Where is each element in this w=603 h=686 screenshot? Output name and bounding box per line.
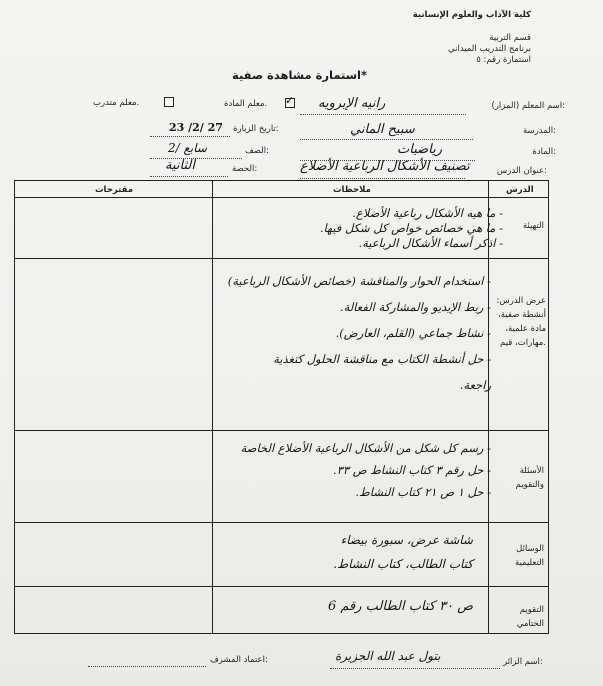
department-name: قسم التربية [489,33,531,43]
visitor-signature: بتول عبد الله الجزيرة [335,649,441,663]
lesson-title-value: تصنيف الأشكال الرباعية الأضلاع [300,159,470,174]
form-title: استمارة مشاهدة صفية* [232,68,368,82]
supervisor-signature-line[interactable] [88,666,206,667]
note-line: - ربط الإيديو والمشاركة الفعالة. [339,300,491,314]
note-line: - حل ١ ص ٢١ كتاب النشاط. [355,485,491,499]
period-value: الثانية [165,158,195,173]
row-notes-final [328,597,473,617]
lesson-title-label: عنوان الدرس: [496,166,547,176]
note-line: - نشاط جماعي (القلم، العارض). [335,326,491,340]
subject-teacher-option [224,99,267,109]
note-line: - حل رقم ٣ كتاب النشاط ص ٣٣. [333,463,491,477]
teacher-name-label: اسم المعلم (المزار): [491,101,565,111]
row-notes-assessment [241,437,491,503]
row-label-presentation: عرض الدرس: أنشطة صفية، مادة علمية، مهارات، قيم. [496,296,546,348]
school-value: سبيح الماني [350,122,415,137]
row-notes-aids [333,528,473,576]
note-line: - حل أنشطة الكتاب مع مناقشة الحلول كتغذية [273,352,491,366]
subject-teacher-label: معلم المادة. [224,99,268,109]
row-label-assessment: الأسئلة والتقويم [515,466,544,490]
note-line: راجعة. [459,378,491,392]
teacher-name-value: رانيه الإبرويه [318,96,386,111]
header-notes: ملاحظات [333,185,371,195]
subject-label: المادة: [532,147,556,157]
supervisor-label: اعتماد المشرف: [210,655,268,665]
note-line: - اذكر أسماء الأشكال الرباعية. [358,236,503,250]
grade-label: الصف: [245,146,269,156]
note-line: شاشة عرض، سبورة بيضاء [340,533,473,547]
note-line: - رسم كل شكل من الأشكال الرباعية الأضلاع الخاصة [240,441,491,455]
form-number [476,55,531,65]
visit-date-label: تاريخ الزيارة: [233,124,279,134]
trainee-teacher-checkbox[interactable] [164,97,174,107]
row-notes-presentation [228,268,491,398]
subject-value: رياضيات [397,142,443,157]
note-line: - ما هيه الأشكال رباعية الأضلاع. [352,206,503,220]
note-line: - استخدام الحوار والمناقشة (خصائص الأشكال الرباعية) [227,274,491,288]
period-label: الحصة: [232,164,258,174]
row-notes-warmup [320,206,503,251]
form-number-label: استمارة رقم: [483,55,531,65]
note-line: كتاب الطالب، كتاب النشاط. [333,557,473,571]
subject-teacher-checkbox[interactable] [285,94,295,108]
check-mark-icon: ✓ [285,94,295,107]
row-label-final: التقويم الختامي [516,605,544,629]
note-line: - ما هي خصائص خواص كل شكل فيها. [319,221,503,235]
grade-value: سابع /2 [168,141,207,155]
header-suggestions: مقترحات [95,185,133,195]
note-line: ص ٣٠ كتاب الطالب رقم 6 [327,599,473,614]
trainee-teacher-label: معلم متدرب. [93,98,140,108]
form-number-value: ٥ [476,55,481,65]
trainee-teacher-option [93,98,139,108]
college-name: كلية الآداب والعلوم الإنسانية [412,10,531,20]
header-lesson: الدرس [506,185,534,195]
school-label: المدرسة: [523,126,556,136]
row-label-warmup: التهيئة [522,221,544,231]
row-label-aids: الوسائل التعليمية [514,544,544,568]
visit-date-value: 23 /2/ 27 [169,121,223,134]
program-name: برنامج التدريب الميداني [448,44,531,54]
visitor-label: اسم الزائر: [503,657,543,667]
